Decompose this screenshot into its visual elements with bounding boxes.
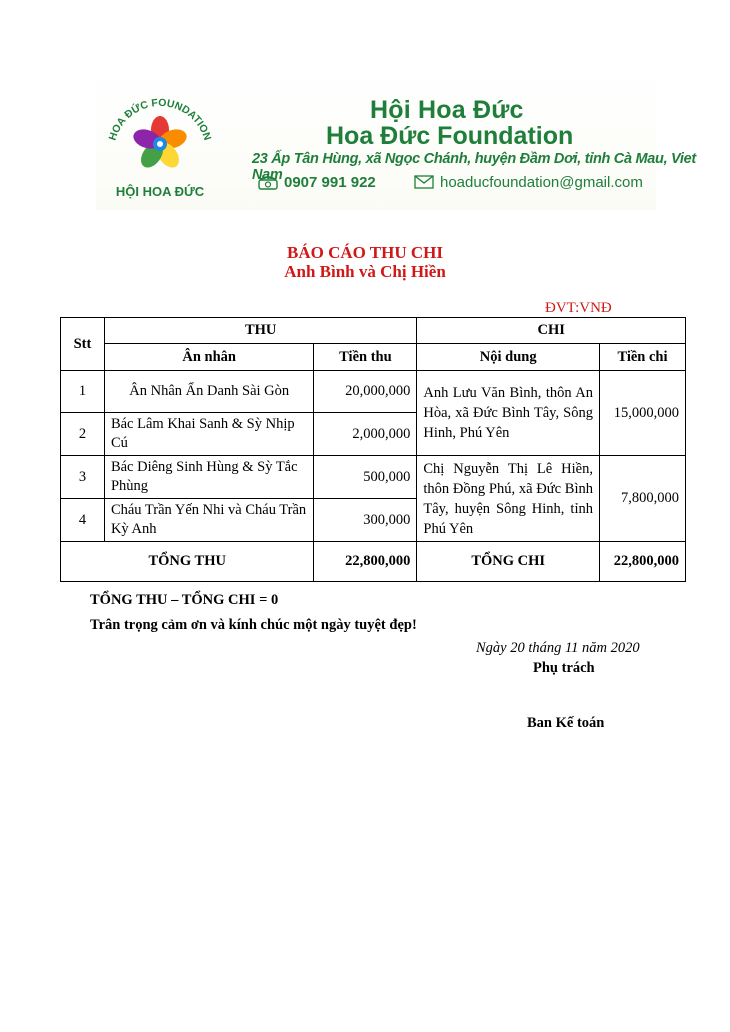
phone-icon bbox=[258, 174, 278, 190]
row-amount: 20,000,000 bbox=[314, 371, 417, 413]
totals-row bbox=[61, 542, 686, 582]
header-an-nhan: Ân nhân bbox=[104, 344, 314, 371]
report-subtitle: Anh Bình và Chị Hiền bbox=[284, 262, 446, 281]
header-thu: THU bbox=[104, 318, 416, 344]
table-row bbox=[61, 371, 686, 413]
org-address: 23 Ấp Tân Hùng, xã Ngọc Chánh, huyện Đầm Dơi, tỉnh Cà Mau, Viet Nam bbox=[252, 151, 696, 183]
row-donor: Bác Diêng Sinh Hùng & Sỳ Tắc Phùng bbox=[104, 456, 314, 499]
header-noi-dung: Nội dung bbox=[417, 344, 600, 371]
header-tien-chi: Tiền chi bbox=[599, 344, 685, 371]
row-stt: 4 bbox=[61, 499, 105, 542]
signature-role: Phụ trách bbox=[533, 660, 595, 676]
header-chi: CHI bbox=[417, 318, 686, 344]
row-amount: 500,000 bbox=[314, 456, 417, 499]
svg-text:HOA ĐỨC FOUNDATION: HOA ĐỨC FOUNDATION bbox=[106, 96, 214, 142]
income-expense-table bbox=[60, 317, 686, 582]
email-address: hoaducfoundation@gmail.com bbox=[440, 173, 643, 191]
report-title: BÁO CÁO THU CHI bbox=[286, 243, 443, 262]
table-row bbox=[61, 456, 686, 499]
row-amount: 300,000 bbox=[314, 499, 417, 542]
header-tien-thu: Tiền thu bbox=[314, 344, 417, 371]
mail-icon bbox=[414, 175, 434, 189]
balance-line: TỔNG THU – TỔNG CHI = 0 bbox=[90, 592, 279, 608]
total-thu-label: TỔNG THU bbox=[61, 542, 314, 582]
total-chi-label: TỔNG CHI bbox=[417, 542, 600, 582]
row-amount: 2,000,000 bbox=[314, 413, 417, 456]
foundation-logo bbox=[100, 92, 220, 204]
phone-contact bbox=[258, 172, 376, 192]
currency-unit: ĐVT:VNĐ bbox=[545, 300, 612, 316]
report-date: Ngày 20 tháng 11 năm 2020 bbox=[476, 640, 640, 656]
total-chi-value: 22,800,000 bbox=[599, 542, 685, 582]
header-stt: Stt bbox=[61, 318, 105, 371]
row-stt: 3 bbox=[61, 456, 105, 499]
expense-content: Chị Nguyễn Thị Lê Hiền, thôn Đồng Phú, xã Đức Bình Tây, huyện Sông Hinh, tỉnh Phú Yên bbox=[417, 456, 600, 542]
total-thu-value: 22,800,000 bbox=[314, 542, 417, 582]
email-contact bbox=[414, 172, 643, 192]
thanks-line: Trân trọng cảm ơn và kính chúc một ngày tuyệt đẹp! bbox=[90, 617, 417, 633]
row-donor: Bác Lâm Khai Sanh & Sỳ Nhịp Cú bbox=[104, 413, 314, 456]
signatory-name: Ban Kế toán bbox=[527, 715, 605, 731]
row-donor: Ân Nhân Ẩn Danh Sài Gòn bbox=[104, 371, 314, 413]
expense-amount: 7,800,000 bbox=[599, 456, 685, 542]
row-stt: 1 bbox=[61, 371, 105, 413]
org-name-vn: Hội Hoa Đức bbox=[370, 96, 524, 124]
row-donor: Cháu Trần Yến Nhi và Cháu Trần Kỳ Anh bbox=[104, 499, 314, 542]
expense-amount: 15,000,000 bbox=[599, 371, 685, 456]
expense-content: Anh Lưu Văn Bình, thôn An Hòa, xã Đức Bình Tây, Sông Hinh, Phú Yên bbox=[417, 371, 600, 456]
phone-number: 0907 991 922 bbox=[284, 173, 376, 191]
svg-text:HỘI HOA ĐỨC: HỘI HOA ĐỨC bbox=[115, 184, 205, 199]
org-name-en: Hoa Đức Foundation bbox=[326, 122, 574, 150]
row-stt: 2 bbox=[61, 413, 105, 456]
